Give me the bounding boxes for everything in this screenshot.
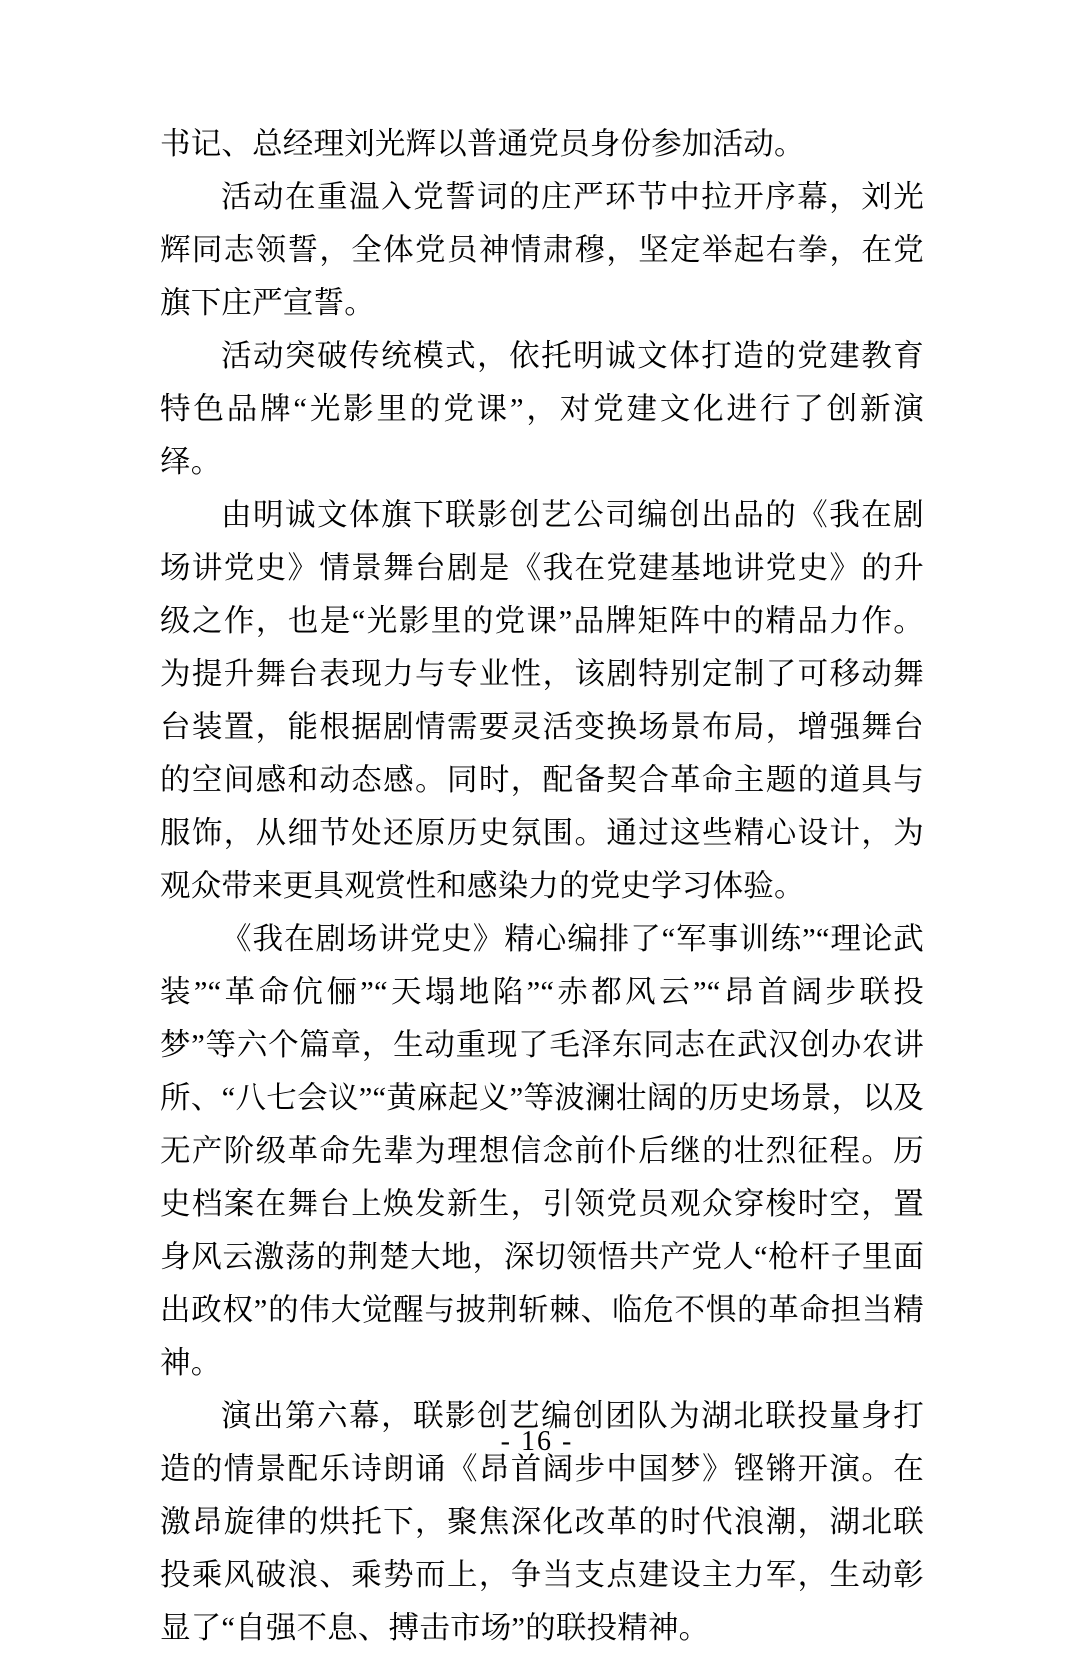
paragraph: 活动在重温入党誓词的庄严环节中拉开序幕，刘光辉同志领誓，全体党员神情肃穆，坚定举起右拳，在党旗下庄严宣誓。 [160,180,924,320]
paragraph: 活动突破传统模式，依托明诚文体打造的党建教育特色品牌“光影里的党课”，对党建文化进行了创新演绎。 [160,339,924,479]
paragraph: 由明诚文体旗下联影创艺公司编创出品的《我在剧场讲党史》情景舞台剧是《我在党建基地讲党史》的升级之作，也是“光影里的党课”品牌矩阵中的精品力作。为提升舞台表现力与专业性，该剧特别定制了可移动舞台装置，能根据剧情需要灵活变换场景布局，增强舞台的空间感和动态感。同时，配备契合革命主题的道具与服饰，从细节处还原历史氛围。通过这些精心设计，为观众带来更具观赏性和感染力的党史学习体验。 [160,498,924,903]
paragraph: 演出第六幕，联影创艺编创团队为湖北联投量身打造的情景配乐诗朗诵《昂首阔步中国梦》铿锵开演。在激昂旋律的烘托下，聚焦深化改革的时代浪潮，湖北联投乘风破浪、乘势而上，争当支点建设主力军，生动彰显了“自强不息、搏击市场”的联投精神。 [160,1399,924,1645]
paragraph: 书记、总经理刘光辉以普通党员身份参加活动。 [160,127,805,161]
page-number: - 16 - [500,1426,574,1457]
document-body [160,118,924,1655]
paragraph: 《我在剧场讲党史》精心编排了“军事训练”“理论武装”“革命伉俪”“天塌地陷”“赤都风云”“昂首阔步联投梦”等六个篇章，生动重现了毛泽东同志在武汉创办农讲所、“八七会议”“黄麻起义”等波澜壮阔的历史场景，以及无产阶级革命先辈为理想信念前仆后继的壮烈征程。历史档案在舞台上焕发新生，引领党员观众穿梭时空，置身风云激荡的荆楚大地，深切领悟共产党人“枪杆子里面出政权”的伟大觉醒与披荆斩棘、临危不惧的革命担当精神。 [160,922,924,1380]
